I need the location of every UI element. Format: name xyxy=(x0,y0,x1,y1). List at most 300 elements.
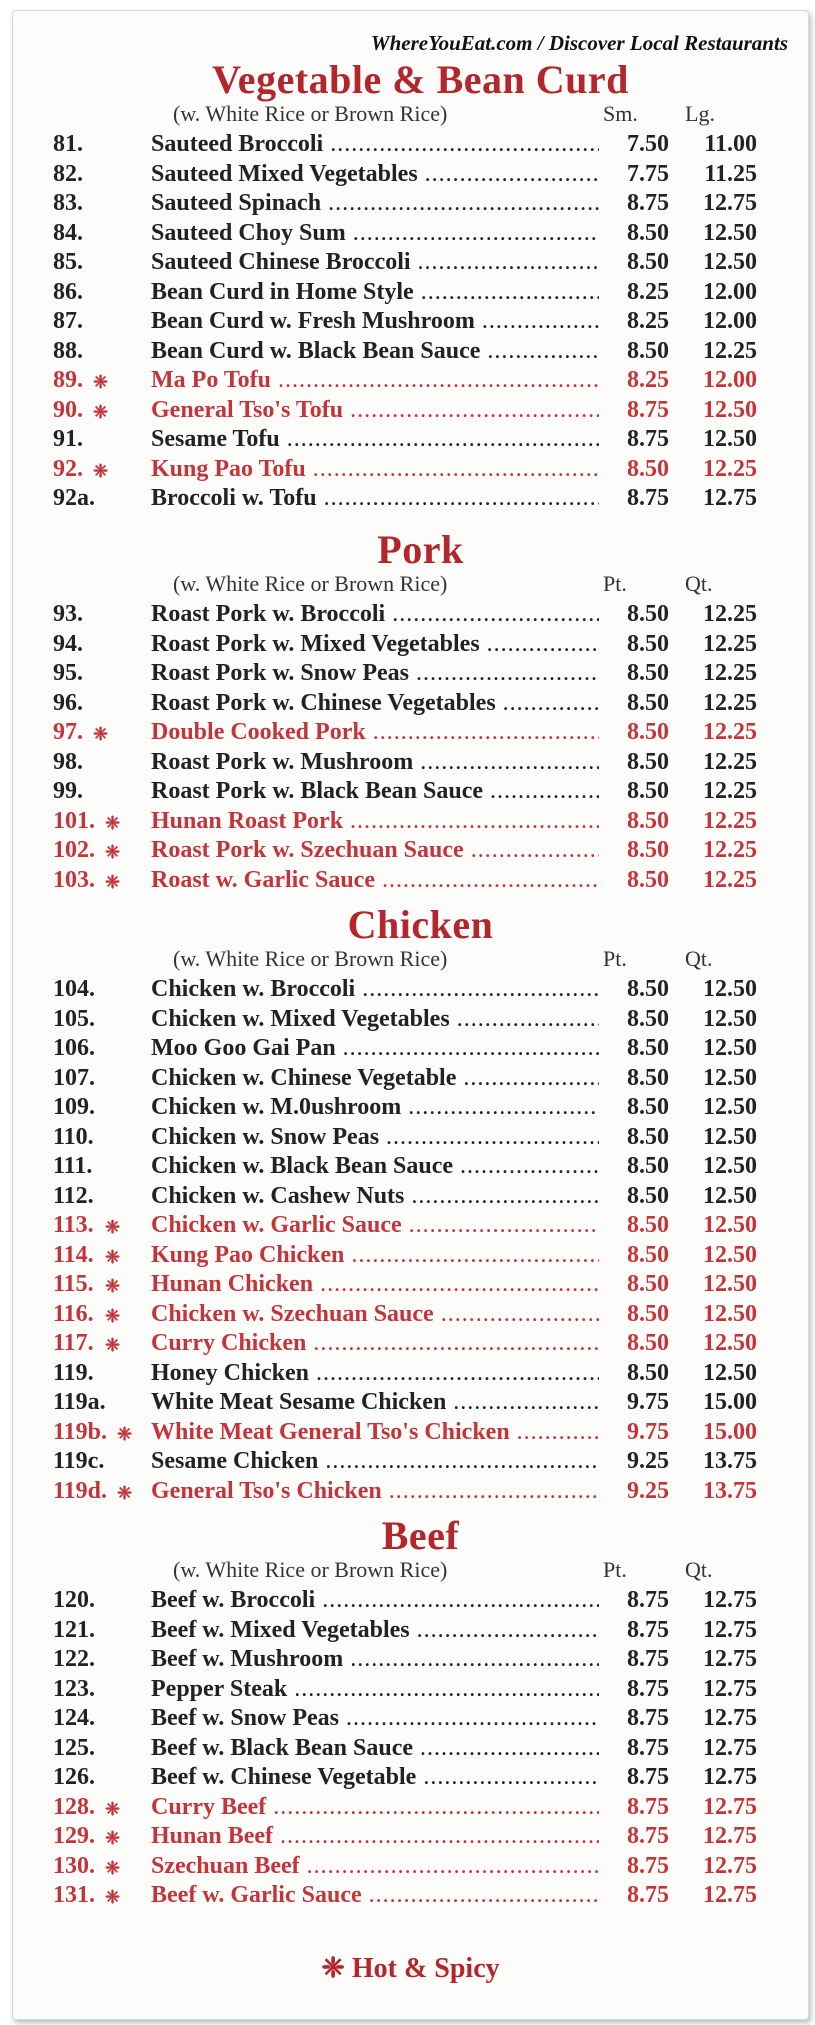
item-price-small: 8.50 xyxy=(599,976,669,1003)
item-price-small: 8.50 xyxy=(599,1006,669,1033)
item-number: 116. xyxy=(53,1300,94,1327)
chili-pepper-icon: ❈ xyxy=(105,1246,121,1267)
item-name: Curry Chicken ..... xyxy=(151,1330,601,1357)
menu-item-row[interactable] xyxy=(13,749,808,779)
item-name: Moo Goo Gai Pan ..... xyxy=(151,1035,601,1062)
item-price-small: 8.50 xyxy=(599,631,669,658)
item-price-large: 12.50 xyxy=(703,1094,757,1120)
item-number: 109. xyxy=(53,1094,95,1120)
section-subtitle: (w. White Rice or Brown Rice) xyxy=(173,946,448,971)
item-number: 84. xyxy=(53,219,83,246)
menu-item-row[interactable] xyxy=(13,1617,808,1647)
menu-item-row[interactable] xyxy=(13,1478,808,1508)
item-name: Chicken w. Black Bean Sauce ..... xyxy=(151,1153,601,1180)
menu-item-row[interactable] xyxy=(13,1676,808,1706)
size-small-header: Pt. xyxy=(603,571,627,596)
size-large-header: Qt. xyxy=(685,571,713,596)
item-price-large: 15.00 xyxy=(703,1389,757,1415)
item-price-small: 8.25 xyxy=(599,308,669,335)
item-price-small: 8.50 xyxy=(599,1330,669,1357)
item-price-small: 8.50 xyxy=(599,1360,669,1387)
item-name: White Meat General Tso's Chicken ..... xyxy=(151,1419,601,1446)
item-name: Beef w. Garlic Sauce ..... xyxy=(151,1882,601,1909)
menu-item-row[interactable] xyxy=(13,1242,808,1272)
menu-item-row[interactable] xyxy=(13,1212,808,1242)
menu-item-row[interactable] xyxy=(13,808,808,838)
menu-item-row[interactable] xyxy=(13,279,808,309)
item-name: White Meat Sesame Chicken ..... xyxy=(151,1389,601,1416)
item-name: Roast w. Garlic Sauce ..... xyxy=(151,867,601,894)
chili-pepper-icon: ❈ xyxy=(105,1335,121,1355)
hot-spicy-legend xyxy=(13,1951,808,1985)
item-name: Beef w. Snow Peas ..... xyxy=(151,1705,601,1732)
item-price-small: 8.75 xyxy=(599,1853,669,1880)
item-name: General Tso's Tofu ..... xyxy=(151,397,601,424)
menu-item-row[interactable] xyxy=(13,397,808,427)
item-price-small: 8.50 xyxy=(599,719,669,746)
item-price-large: 12.25 xyxy=(703,601,757,627)
item-name: Chicken w. Szechuan Sauce ..... xyxy=(151,1301,601,1328)
item-name: Sauteed Broccoli ..... xyxy=(151,131,601,158)
item-name: Pepper Steak ..... xyxy=(151,1676,601,1703)
item-name: Roast Pork w. Mushroom ..... xyxy=(151,749,601,776)
item-price-large: 12.50 xyxy=(703,1359,757,1386)
item-name: Chicken w. Mixed Vegetables ..... xyxy=(151,1006,601,1033)
chili-icon: ❈ xyxy=(321,1953,345,1984)
item-price-large: 12.00 xyxy=(703,308,757,334)
item-price-small: 8.50 xyxy=(599,249,669,276)
section-vegetable xyxy=(13,59,808,515)
item-name: Hunan Roast Pork ..... xyxy=(151,808,601,835)
item-price-small: 8.75 xyxy=(599,1882,669,1909)
item-number: 107. xyxy=(53,1064,95,1091)
item-price-small: 8.50 xyxy=(599,660,669,687)
item-price-large: 12.75 xyxy=(703,1882,757,1908)
chili-pepper-icon: ❈ xyxy=(93,401,109,422)
menu-item-row[interactable] xyxy=(13,1271,808,1301)
item-number: 91. xyxy=(53,426,83,452)
item-price-small: 8.50 xyxy=(599,1212,669,1239)
item-price-large: 12.25 xyxy=(703,719,757,745)
menu-item-row[interactable] xyxy=(13,1448,808,1478)
menu-item-row[interactable] xyxy=(13,631,808,661)
item-price-small: 8.75 xyxy=(599,1587,669,1614)
section-title: Beef xyxy=(381,1513,460,1558)
menu-item-row[interactable] xyxy=(13,690,808,720)
menu-item-row[interactable] xyxy=(13,1124,808,1154)
item-number: 123. xyxy=(53,1675,95,1702)
item-price-small: 8.50 xyxy=(599,1035,669,1062)
size-large-header: Qt. xyxy=(685,946,713,971)
size-large-header: Lg. xyxy=(685,101,715,126)
item-price-small: 9.25 xyxy=(599,1478,669,1505)
chili-pepper-icon: ❈ xyxy=(117,1482,133,1503)
menu-item-row[interactable] xyxy=(13,426,808,456)
item-number: 125. xyxy=(53,1734,95,1761)
menu-item-row[interactable] xyxy=(13,338,808,368)
item-price-small: 8.50 xyxy=(599,778,669,805)
item-number: 130. xyxy=(53,1852,95,1879)
chili-pepper-icon: ❈ xyxy=(105,1828,121,1848)
section-header-row xyxy=(13,1557,808,1587)
item-price-large: 12.50 xyxy=(703,396,757,423)
section-title: Vegetable & Bean Curd xyxy=(212,57,629,102)
item-price-large: 12.50 xyxy=(703,249,757,275)
menu-item-row[interactable] xyxy=(13,1735,808,1765)
menu-item-row[interactable] xyxy=(13,190,808,220)
item-number: 89. xyxy=(53,367,83,393)
item-name: Hunan Chicken ..... xyxy=(151,1271,601,1298)
section-chicken xyxy=(13,904,808,1507)
item-number: 88. xyxy=(53,337,83,364)
item-number: 110. xyxy=(53,1123,94,1150)
item-price-large: 12.50 xyxy=(703,426,757,452)
item-price-large: 12.75 xyxy=(703,1705,757,1731)
section-header-row xyxy=(13,571,808,601)
item-name: Chicken w. Chinese Vegetable ..... xyxy=(151,1065,601,1092)
menu-item-row[interactable] xyxy=(13,1360,808,1390)
item-number: 83. xyxy=(53,190,83,216)
item-price-large: 13.75 xyxy=(703,1448,757,1474)
item-number: 98. xyxy=(53,748,83,775)
item-name: General Tso's Chicken ..... xyxy=(151,1478,601,1505)
size-small-header: Sm. xyxy=(603,101,638,126)
item-price-small: 8.75 xyxy=(599,397,669,424)
menu-item-row[interactable] xyxy=(13,601,808,631)
item-price-small: 8.50 xyxy=(599,1124,669,1151)
size-small-header: Pt. xyxy=(603,1557,627,1582)
menu-item-row[interactable] xyxy=(13,249,808,279)
item-name: Chicken w. Garlic Sauce ..... xyxy=(151,1212,601,1239)
item-price-small: 8.75 xyxy=(599,1764,669,1791)
item-price-small: 8.75 xyxy=(599,1823,669,1850)
item-price-large: 12.50 xyxy=(703,1153,757,1179)
chili-pepper-icon: ❈ xyxy=(105,1305,121,1326)
item-price-large: 12.50 xyxy=(703,1182,757,1209)
item-price-large: 12.25 xyxy=(703,689,757,716)
item-price-large: 11.25 xyxy=(704,160,757,187)
item-name: Beef w. Mushroom ..... xyxy=(151,1646,601,1673)
item-name: Bean Curd in Home Style ..... xyxy=(151,279,601,306)
item-number: 131. xyxy=(53,1882,95,1908)
menu-item-row[interactable] xyxy=(13,976,808,1006)
item-price-small: 8.75 xyxy=(599,426,669,453)
item-number: 87. xyxy=(53,308,83,334)
item-price-small: 9.75 xyxy=(599,1419,669,1446)
item-name: Kung Pao Tofu ..... xyxy=(151,456,601,483)
item-price-small: 8.25 xyxy=(599,367,669,394)
chili-pepper-icon: ❈ xyxy=(105,1217,121,1237)
item-price-small: 8.75 xyxy=(599,190,669,217)
item-number: 96. xyxy=(53,689,83,716)
item-name: Chicken w. M.0ushroom ..... xyxy=(151,1094,601,1121)
item-name: Bean Curd w. Fresh Mushroom ..... xyxy=(151,308,601,335)
menu-item-row[interactable] xyxy=(13,220,808,250)
item-name: Broccoli w. Tofu ..... xyxy=(151,485,601,512)
item-number: 119a. xyxy=(53,1389,106,1415)
item-price-small: 9.25 xyxy=(599,1448,669,1475)
item-price-large: 12.75 xyxy=(703,1823,757,1849)
item-price-large: 12.75 xyxy=(703,1587,757,1613)
menu-item-row[interactable] xyxy=(13,1646,808,1676)
item-number: 126. xyxy=(53,1764,95,1790)
item-price-small: 8.50 xyxy=(599,867,669,894)
item-name: Roast Pork w. Black Bean Sauce ..... xyxy=(151,778,601,805)
item-price-large: 12.50 xyxy=(703,1005,757,1032)
item-name: Roast Pork w. Szechuan Sauce ..... xyxy=(151,837,601,864)
item-price-small: 8.75 xyxy=(599,1646,669,1673)
menu-item-row[interactable] xyxy=(13,1301,808,1331)
menu-item-row[interactable] xyxy=(13,778,808,808)
item-number: 81. xyxy=(53,131,83,157)
section-header-row xyxy=(13,946,808,976)
menu-item-row[interactable] xyxy=(13,456,808,486)
menu-item-row[interactable] xyxy=(13,719,808,749)
menu-page xyxy=(12,10,809,2020)
section-subtitle: (w. White Rice or Brown Rice) xyxy=(173,571,448,596)
item-number: 104. xyxy=(53,976,95,1002)
item-price-large: 12.25 xyxy=(703,748,757,775)
item-name: Sauteed Mixed Vegetables ..... xyxy=(151,161,601,188)
item-price-large: 12.50 xyxy=(703,976,757,1002)
item-name: Beef w. Broccoli ..... xyxy=(151,1587,601,1614)
item-price-large: 12.75 xyxy=(703,1675,757,1702)
item-name: Roast Pork w. Broccoli ..... xyxy=(151,601,601,628)
item-price-small: 8.75 xyxy=(599,485,669,512)
section-beef xyxy=(13,1515,808,1912)
item-price-large: 12.25 xyxy=(703,807,757,834)
chili-pepper-icon: ❈ xyxy=(93,460,109,481)
item-name: Chicken w. Broccoli ..... xyxy=(151,976,601,1003)
menu-item-row[interactable] xyxy=(13,1330,808,1360)
item-name: Roast Pork w. Snow Peas ..... xyxy=(151,660,601,687)
size-small-header: Pt. xyxy=(603,946,627,971)
item-number: 92a. xyxy=(53,485,95,511)
item-price-small: 8.50 xyxy=(599,601,669,628)
item-price-large: 12.50 xyxy=(703,1064,757,1091)
item-number: 119. xyxy=(53,1359,94,1386)
section-title: Pork xyxy=(377,527,464,572)
item-price-small: 9.75 xyxy=(599,1389,669,1416)
item-number: 114. xyxy=(53,1241,94,1268)
menu-item-row[interactable] xyxy=(13,837,808,867)
item-name: Hunan Beef ..... xyxy=(151,1823,601,1850)
chili-pepper-icon: ❈ xyxy=(105,1857,121,1878)
item-price-small: 8.50 xyxy=(599,338,669,365)
item-price-large: 12.75 xyxy=(703,485,757,511)
menu-item-row[interactable] xyxy=(13,1823,808,1853)
item-price-small: 8.75 xyxy=(599,1617,669,1644)
item-price-large: 12.75 xyxy=(703,1852,757,1879)
item-number: 97. xyxy=(53,719,83,745)
item-price-small: 8.75 xyxy=(599,1794,669,1821)
menu-item-row[interactable] xyxy=(13,161,808,191)
item-number: 103. xyxy=(53,866,95,893)
item-name: Ma Po Tofu ..... xyxy=(151,367,601,394)
item-price-small: 7.75 xyxy=(599,161,669,188)
chili-pepper-icon: ❈ xyxy=(105,1798,121,1819)
item-number: 122. xyxy=(53,1646,95,1672)
chili-pepper-icon: ❈ xyxy=(105,871,121,892)
menu-item-row[interactable] xyxy=(13,1419,808,1449)
item-name: Sesame Tofu ..... xyxy=(151,426,601,453)
menu-item-row[interactable] xyxy=(13,1705,808,1735)
item-price-large: 12.50 xyxy=(703,1123,757,1150)
item-number: 120. xyxy=(53,1587,95,1613)
item-number: 102. xyxy=(53,837,95,863)
item-price-large: 15.00 xyxy=(703,1418,757,1445)
menu-item-row[interactable] xyxy=(13,308,808,338)
item-price-small: 8.75 xyxy=(599,1676,669,1703)
item-price-large: 12.50 xyxy=(703,1271,757,1297)
item-number: 94. xyxy=(53,630,83,657)
item-number: 119c. xyxy=(53,1448,105,1474)
item-price-large: 12.50 xyxy=(703,1300,757,1327)
item-name: Sauteed Choy Sum ..... xyxy=(151,220,601,247)
menu-item-row[interactable] xyxy=(13,1794,808,1824)
item-price-small: 8.50 xyxy=(599,1183,669,1210)
item-price-small: 8.50 xyxy=(599,1094,669,1121)
item-name: Sesame Chicken ..... xyxy=(151,1448,601,1475)
item-number: 86. xyxy=(53,278,83,305)
menu-item-row[interactable] xyxy=(13,131,808,161)
menu-item-row[interactable] xyxy=(13,1094,808,1124)
item-number: 105. xyxy=(53,1005,95,1032)
item-number: 119d. xyxy=(53,1477,108,1504)
item-name: Roast Pork w. Mixed Vegetables ..... xyxy=(151,631,601,658)
item-number: 111. xyxy=(53,1153,93,1179)
item-name: Kung Pao Chicken ..... xyxy=(151,1242,601,1269)
item-number: 101. xyxy=(53,807,95,834)
item-number: 112. xyxy=(53,1182,94,1209)
item-number: 113. xyxy=(53,1212,94,1238)
item-number: 124. xyxy=(53,1705,95,1731)
item-name: Curry Beef ..... xyxy=(151,1794,601,1821)
item-price-large: 13.75 xyxy=(703,1477,757,1504)
item-number: 115. xyxy=(53,1271,94,1297)
item-number: 99. xyxy=(53,778,83,804)
menu-item-row[interactable] xyxy=(13,1006,808,1036)
item-number: 129. xyxy=(53,1823,95,1849)
item-name: Sauteed Spinach ..... xyxy=(151,190,601,217)
item-price-large: 12.50 xyxy=(703,219,757,246)
chili-pepper-icon: ❈ xyxy=(93,372,109,392)
item-price-small: 7.50 xyxy=(599,131,669,158)
item-name: Chicken w. Cashew Nuts ..... xyxy=(151,1183,601,1210)
item-price-large: 12.25 xyxy=(703,455,757,482)
item-name: Beef w. Mixed Vegetables ..... xyxy=(151,1617,601,1644)
menu-item-row[interactable] xyxy=(13,1389,808,1419)
item-price-small: 8.50 xyxy=(599,837,669,864)
menu-item-row[interactable] xyxy=(13,485,808,515)
item-price-large: 12.25 xyxy=(703,778,757,804)
chili-pepper-icon: ❈ xyxy=(117,1423,133,1444)
item-number: 82. xyxy=(53,160,83,187)
item-price-small: 8.50 xyxy=(599,456,669,483)
menu-item-row[interactable] xyxy=(13,660,808,690)
menu-item-row[interactable] xyxy=(13,1764,808,1794)
menu-item-row[interactable] xyxy=(13,1882,808,1912)
item-price-large: 12.75 xyxy=(703,1764,757,1790)
item-number: 85. xyxy=(53,249,83,275)
menu-item-row[interactable] xyxy=(13,1587,808,1617)
item-price-large: 12.25 xyxy=(703,337,757,364)
item-price-large: 12.50 xyxy=(703,1212,757,1238)
item-number: 121. xyxy=(53,1616,95,1643)
menu-item-row[interactable] xyxy=(13,367,808,397)
item-price-large: 12.25 xyxy=(703,837,757,863)
chili-pepper-icon: ❈ xyxy=(105,842,121,862)
item-number: 93. xyxy=(53,601,83,627)
site-header[interactable]: WhereYouEat.com / Discover Local Restaurants xyxy=(370,31,788,55)
item-name: Beef w. Black Bean Sauce ..... xyxy=(151,1735,601,1762)
item-name: Szechuan Beef ..... xyxy=(151,1853,601,1880)
item-number: 119b. xyxy=(53,1418,108,1445)
item-price-large: 12.75 xyxy=(703,1793,757,1820)
item-price-small: 8.25 xyxy=(599,279,669,306)
menu-item-row[interactable] xyxy=(13,1065,808,1095)
item-number: 128. xyxy=(53,1793,95,1820)
menu-item-row[interactable] xyxy=(13,1153,808,1183)
item-number: 117. xyxy=(53,1330,94,1356)
section-header-row xyxy=(13,101,808,131)
item-price-small: 8.50 xyxy=(599,220,669,247)
item-price-small: 8.50 xyxy=(599,690,669,717)
item-price-large: 12.00 xyxy=(703,367,757,393)
section-subtitle: (w. White Rice or Brown Rice) xyxy=(173,1557,448,1582)
item-price-small: 8.50 xyxy=(599,1065,669,1092)
item-price-small: 8.75 xyxy=(599,1705,669,1732)
item-price-large: 12.25 xyxy=(703,630,757,657)
item-price-small: 8.50 xyxy=(599,749,669,776)
size-large-header: Qt. xyxy=(685,1557,713,1582)
item-number: 90. xyxy=(53,396,83,423)
menu-item-row[interactable] xyxy=(13,1183,808,1213)
section-pork xyxy=(13,529,808,896)
item-price-small: 8.50 xyxy=(599,1271,669,1298)
chili-pepper-icon: ❈ xyxy=(105,1887,121,1907)
chili-pepper-icon: ❈ xyxy=(93,724,109,744)
item-name: Beef w. Chinese Vegetable ..... xyxy=(151,1764,601,1791)
item-price-large: 12.75 xyxy=(703,1646,757,1672)
item-name: Chicken w. Snow Peas ..... xyxy=(151,1124,601,1151)
item-name: Honey Chicken ..... xyxy=(151,1360,601,1387)
menu-item-row[interactable] xyxy=(13,1035,808,1065)
section-title: Chicken xyxy=(347,902,494,947)
item-price-small: 8.50 xyxy=(599,1301,669,1328)
menu-item-row[interactable] xyxy=(13,867,808,897)
item-price-small: 8.50 xyxy=(599,1153,669,1180)
item-name: Sauteed Chinese Broccoli ..... xyxy=(151,249,601,276)
item-price-small: 8.75 xyxy=(599,1735,669,1762)
chili-pepper-icon: ❈ xyxy=(105,1276,121,1296)
item-number: 92. xyxy=(53,455,83,482)
item-price-large: 12.50 xyxy=(703,1241,757,1268)
section-subtitle: (w. White Rice or Brown Rice) xyxy=(173,101,448,126)
item-price-large: 12.75 xyxy=(703,1734,757,1761)
item-name: Double Cooked Pork ..... xyxy=(151,719,601,746)
item-price-large: 12.75 xyxy=(703,1616,757,1643)
chili-pepper-icon: ❈ xyxy=(105,812,121,833)
menu-item-row[interactable] xyxy=(13,1853,808,1883)
item-number: 95. xyxy=(53,660,83,686)
item-price-large: 11.00 xyxy=(704,131,757,157)
item-price-small: 8.50 xyxy=(599,808,669,835)
item-price-large: 12.50 xyxy=(703,1330,757,1356)
item-price-large: 12.25 xyxy=(703,866,757,893)
item-name: Bean Curd w. Black Bean Sauce ..... xyxy=(151,338,601,365)
item-price-large: 12.50 xyxy=(703,1035,757,1061)
